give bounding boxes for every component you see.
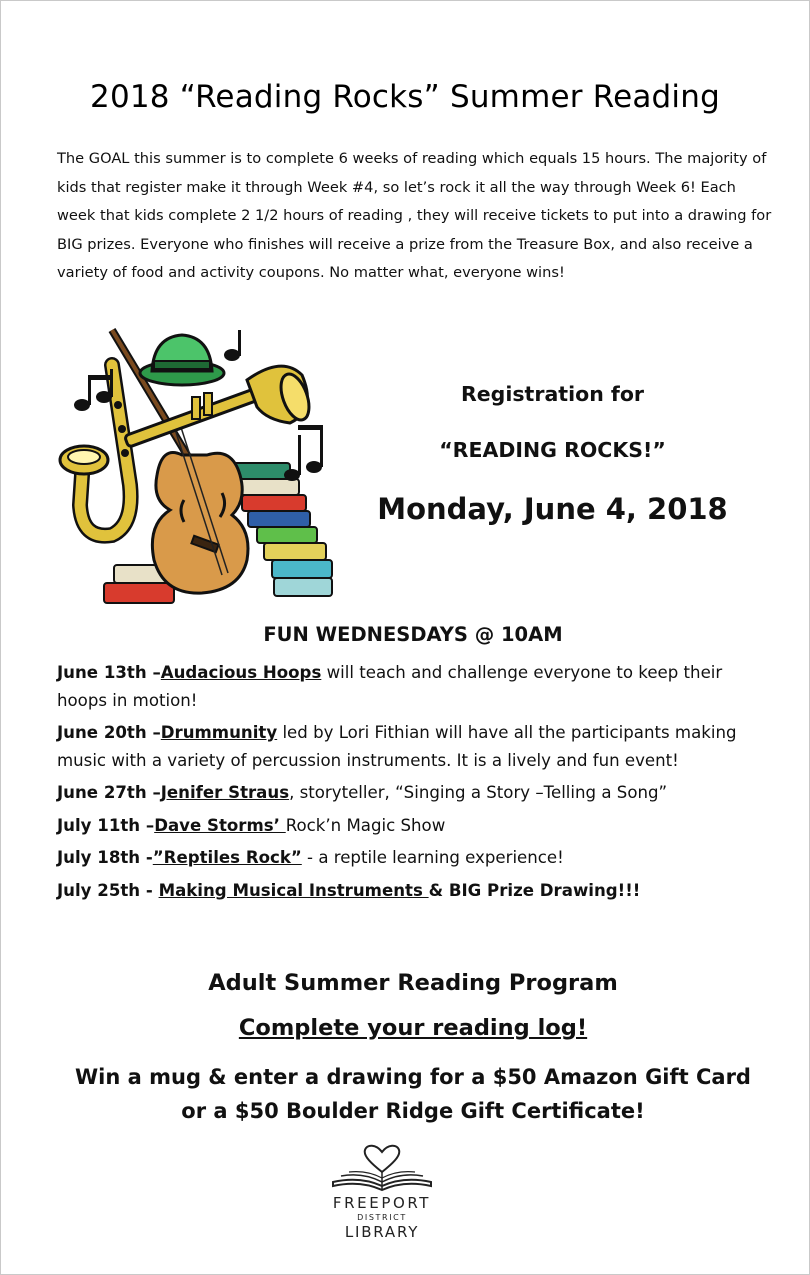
logo-line-library: LIBRARY [344,1223,420,1241]
logo-line-freeport: FREEPORT [332,1194,432,1212]
music-instruments-and-books-icon [52,325,337,615]
library-logo [325,1142,439,1246]
event-date: July 25th - [57,880,159,900]
event-description: - a reptile learning experience! [301,848,564,867]
event-date: July 11th – [57,815,155,835]
event-name: Jenifer Straus [160,783,290,802]
event-date: June 20th – [57,723,161,742]
event-date: June 27th – [57,783,161,802]
heart-book-icon [325,1142,439,1194]
event-date: June 13th – [57,663,161,682]
event-list [57,659,773,909]
event-item [57,779,773,807]
event-item [57,877,773,905]
fun-wednesdays-heading: FUN WEDNESDAYS @ 10AM [263,623,563,646]
event-item [57,844,773,872]
adult-prize-line: Win a mug & enter a drawing for a $50 Amazon Gift Card [75,1065,751,1089]
registration-date: Monday, June 4, 2018 [377,492,728,526]
adult-reading-log-heading: Complete your reading log! [238,1015,588,1041]
event-item [57,659,773,715]
event-name: Making Musical Instruments [158,880,429,900]
event-description: , storyteller, “Singing a Story –Telling a Song” [289,783,668,802]
event-name: Dave Storms’ [154,815,286,835]
page-title: 2018 “Reading Rocks” Summer Reading [90,78,720,115]
event-description: led by Lori Fithian will have all the participants making music with a variety of percussion instruments. It is a lively and fun event! [57,723,737,770]
event-item [57,719,773,775]
adult-program-title: Adult Summer Reading Program [208,970,618,996]
event-description: Rock’n Magic Show [285,815,446,835]
event-date: July 18th - [57,848,153,867]
adult-prize-line: or a $50 Boulder Ridge Gift Certificate! [181,1099,645,1123]
event-name: ”Reptiles Rock” [152,848,302,867]
event-name: Drummunity [160,723,278,742]
event-item [57,812,773,840]
event-description: will teach and challenge everyone to keep their hoops in motion! [57,663,723,710]
saxophone-icon [60,365,131,536]
green-hat-icon [140,335,224,385]
registration-event-name: “READING ROCKS!” [439,438,666,462]
registration-label: Registration for [460,382,645,406]
logo-line-district: DISTRICT [357,1213,407,1222]
event-name: Audacious Hoops [160,663,322,682]
adult-prize-text [0,1060,810,1128]
event-description: & BIG Prize Drawing!!! [428,880,641,900]
intro-paragraph: The GOAL this summer is to complete 6 weeks of reading which equals 15 hours. The majority of kids that register make it through Week #4, so let’s rock it all the way through Week 6! Each week that kids complete 2 1/2 hours of reading , they will receive tickets to put into a drawing for BIG prizes. Everyone who finishes will receive a prize from the Treasure Box, and also receive a variety of food and activity coupons. No matter what, everyone wins! [57,150,772,281]
